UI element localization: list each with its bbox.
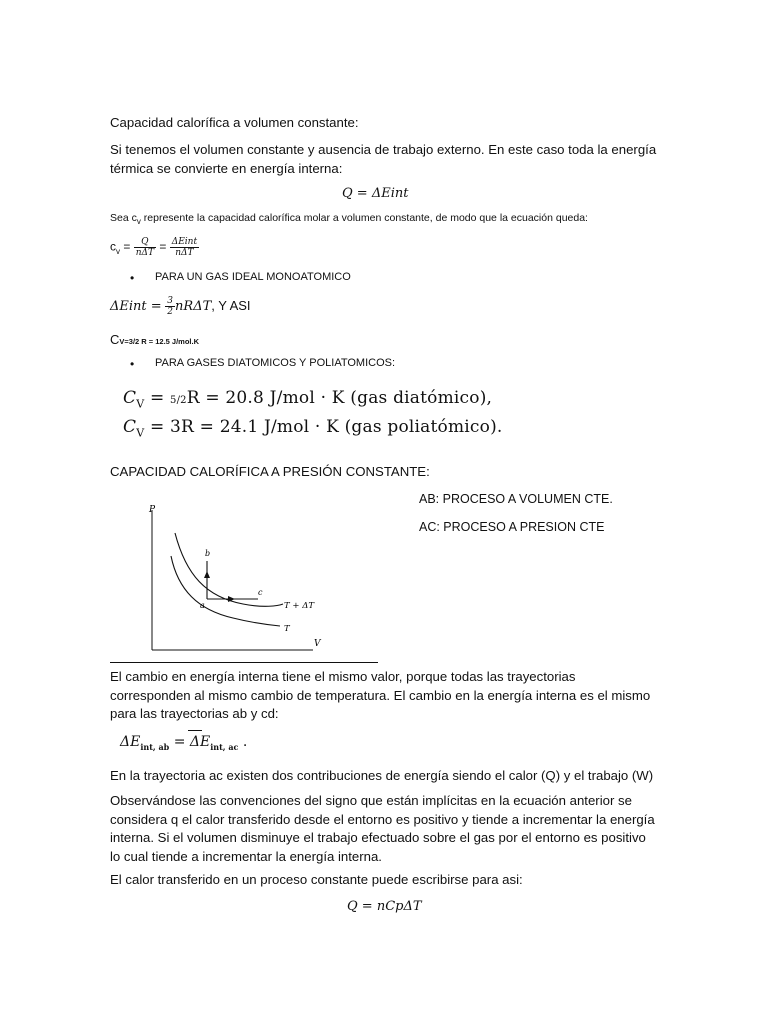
paragraph-cv-definition (110, 212, 588, 226)
fraction-3-over-2 (165, 296, 175, 317)
note-ac: AC: PROCESO A PRESION CTE (419, 520, 605, 534)
cv-diat-frac: 5/2 (170, 395, 187, 406)
eint-period: . (238, 734, 248, 750)
path-ab-arrow (204, 571, 210, 578)
cv-poli-rest: = 3R = 24.1 J/mol · K (gas poliatómico). (144, 417, 503, 437)
isotherm-t (171, 556, 280, 626)
frac-3: 3 (167, 296, 174, 306)
heading-cp: CAPACIDAD CALORÍFICA A PRESIÓN CONSTANTE: (110, 464, 430, 479)
equation-q-ncp-dt: Q = nCpΔT (347, 899, 422, 914)
point-a-label: a (200, 601, 205, 610)
cv-diat-c: C (123, 388, 137, 408)
eint-ab-symbol: ΔE (120, 734, 141, 750)
cv-def-text-a: Sea c (110, 212, 137, 224)
equation-eint-ab-ac (120, 734, 247, 752)
equation-overline-mark (188, 730, 202, 731)
bullet-monoatomico-text: PARA UN GAS IDEAL MONOATOMICO (155, 271, 351, 283)
v-axis-label: V (314, 639, 321, 649)
cv-monoatomic-c: C (110, 332, 120, 347)
frac1-numerator: Q (134, 237, 156, 248)
cv-diat-sub: V (136, 397, 145, 411)
cv-monoatomic-value (110, 332, 199, 347)
point-b-label: b (205, 549, 211, 558)
eint-lhs: ΔEint = (110, 298, 162, 314)
note-ab: AB: PROCESO A VOLUMEN CTE. (419, 492, 613, 506)
heading-cv: Capacidad calorífica a volumen constante: (110, 115, 359, 130)
bullet-dot: • (130, 357, 135, 371)
frac1-denominator: nΔT (135, 248, 155, 258)
paragraph-sign-conventions: Observándose las convenciones del signo que están implícitas en la ecuación anterior se considera q el calor transferido desde el entorno es positivo y tiende a incrementar la energía interna. Si el volumen disminuye el trabajo efectuado sobre el gas por el entorno es positivo lo cual tiende a incrementar la energía interna. (110, 793, 655, 864)
paragraph-intro: Si tenemos el volumen constante y ausencia de trabajo externo. En este caso toda la energía térmica se convierte en energía interna: (110, 142, 657, 176)
cv-monoatomic-sub: V=3/2 R = 12.5 J/mol.K (119, 337, 200, 346)
label-t-plus-dt: T + ΔT (284, 601, 315, 611)
eint-ab-sub: int, ab (140, 741, 170, 752)
point-c-label: c (258, 588, 263, 597)
cv-def-sub: v (136, 217, 141, 227)
cv-label: c (110, 239, 116, 254)
bullet-diatomicos-text: PARA GASES DIATOMICOS Y POLIATOMICOS: (155, 357, 396, 369)
cv-equals-2: = (159, 239, 167, 254)
equation-q-deltaeint: Q = ΔEint (342, 186, 409, 201)
section-divider (110, 662, 378, 663)
bullet-monoatomico (130, 271, 351, 285)
eint-rhs: nRΔT (175, 298, 212, 314)
frac-2: 2 (167, 307, 174, 317)
frac2-denominator: nΔT (175, 248, 194, 258)
formula-cv-diatomic (123, 388, 492, 410)
p-axis-label: P (149, 505, 156, 515)
cv-poli-c: C (123, 417, 137, 437)
cv-label-sub: v (116, 247, 120, 257)
eint-ac-symbol: ΔE (189, 734, 211, 750)
cv-diat-rest: R = 20.8 J/mol · K (gas diatómico), (186, 388, 493, 408)
bullet-dot: • (130, 271, 135, 285)
equation-cv (110, 237, 199, 258)
bullet-diatomicos (130, 357, 396, 371)
formula-cv-polyatomic (123, 417, 503, 439)
frac2-numerator: ΔEint (171, 237, 198, 247)
fraction-q-over-ndt (134, 237, 156, 258)
cv-diat-eq: = (144, 388, 171, 408)
pv-diagram (138, 500, 353, 660)
cv-equals-1: = (123, 239, 131, 254)
isotherm-t-plus-dt (175, 533, 283, 606)
eint-equals: = (169, 734, 190, 750)
cv-def-text-b: represente la capacidad calorífica molar a volumen constante, de modo que la ecuación queda: (140, 212, 588, 224)
eint-tail: , Y ASI (211, 297, 251, 313)
label-t: T (284, 624, 290, 634)
paragraph-heat-transfer: El calor transferido en un proceso constante puede escribirse para asi: (110, 872, 523, 887)
fraction-deint-over-ndt (170, 237, 199, 258)
eint-ac-sub: int, ac (210, 741, 239, 752)
cv-poli-sub: V (136, 426, 145, 440)
paragraph-contributions: En la trayectoria ac existen dos contribuciones de energía siendo el calor (Q) y el trabajo (W) (110, 768, 654, 783)
equation-eint-monoatomic (110, 296, 251, 317)
paragraph-internal-energy: El cambio en energía interna tiene el mismo valor, porque todas las trayectorias corresponden al mismo cambio de temperatura. El cambio en la energía interna es el mismo para las trayectorias ab y cd: (110, 669, 651, 721)
